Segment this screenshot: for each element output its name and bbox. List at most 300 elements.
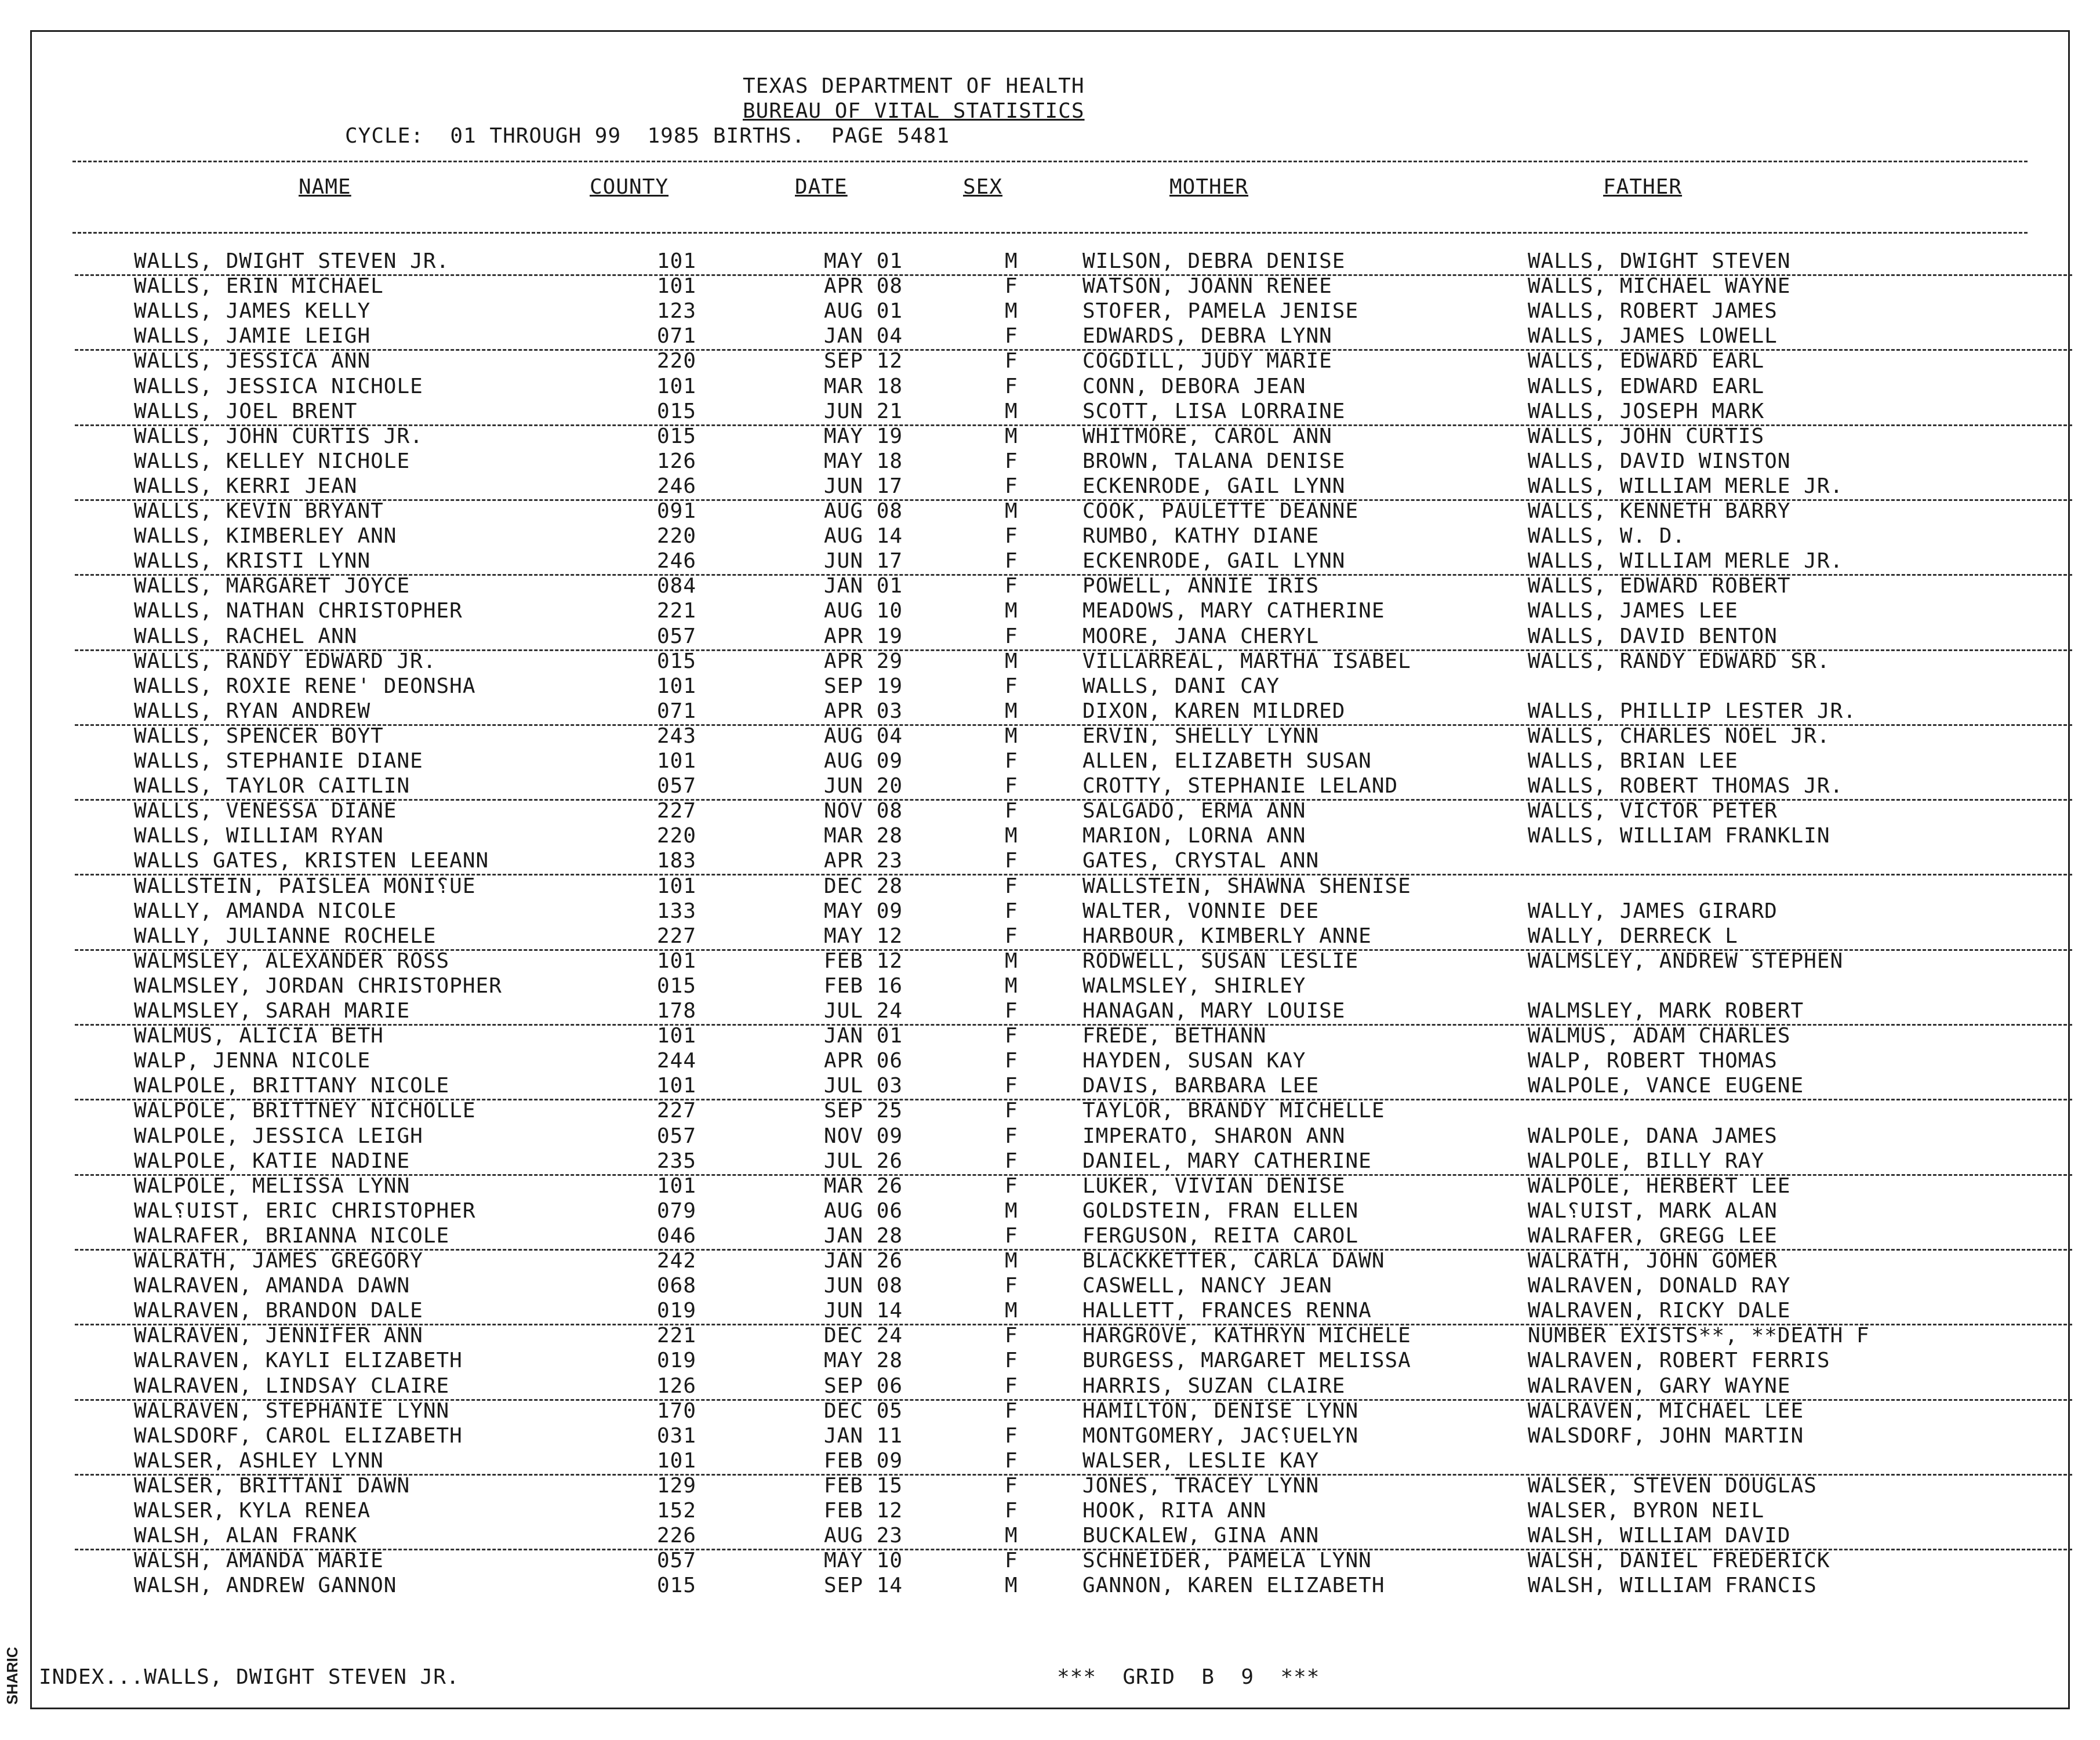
cell-father: WALMUS, ADAM CHARLES — [1528, 1024, 1791, 1048]
table-row — [75, 474, 2072, 501]
cell-name: WALSH, AMANDA MARIE — [134, 1549, 384, 1573]
table-row — [32, 1474, 2072, 1499]
cell-date: MAR 18 — [824, 374, 903, 398]
cell-father: WALSH, WILLIAM FRANCIS — [1528, 1574, 1817, 1598]
table-row — [75, 1149, 2072, 1176]
cell-name: WALLS, JESSICA ANN — [134, 349, 371, 373]
cell-name: WALLS, SPENCER BOYT — [134, 724, 384, 748]
table-row — [75, 324, 2072, 351]
cell-sex: F — [1005, 349, 1018, 373]
cell-sex: F — [1005, 999, 1018, 1023]
cell-date: APR 19 — [824, 624, 903, 648]
cell-sex: F — [1005, 1024, 1018, 1048]
table-row — [32, 1499, 2072, 1524]
cell-father: WALRAVEN, MICHAEL LEE — [1528, 1398, 1804, 1423]
cell-name: WALPOLE, MELISSA LYNN — [134, 1174, 410, 1198]
cell-father: WALLS, MICHAEL WAYNE — [1528, 274, 1791, 299]
table-row — [32, 1424, 2072, 1449]
table-row — [32, 649, 2072, 674]
cell-county: 226 — [657, 1524, 697, 1548]
column-header-father: FATHER — [1603, 175, 1683, 199]
cell-sex: F — [1005, 1324, 1018, 1348]
cell-mother: HARRIS, SUZAN CLAIRE — [1082, 1374, 1346, 1398]
cell-sex: F — [1005, 1049, 1018, 1073]
cell-father: WALSDORF, JOHN MARTIN — [1528, 1423, 1804, 1448]
cell-date: MAY 28 — [824, 1349, 903, 1373]
cell-father: WALLS, WILLIAM FRANKLIN — [1528, 824, 1830, 848]
side-label: SHARIC — [3, 1647, 21, 1705]
cell-county: 220 — [657, 349, 697, 373]
cell-county: 246 — [657, 474, 697, 498]
cell-mother: WHITMORE, CAROL ANN — [1082, 424, 1332, 448]
cell-county: 246 — [657, 549, 697, 573]
cell-mother: MOORE, JANA CHERYL — [1082, 624, 1320, 648]
cell-sex: M — [1005, 949, 1018, 973]
cell-mother: FERGUSON, REITA CAROL — [1082, 1223, 1359, 1248]
cell-father: WALLS, ROBERT THOMAS JR. — [1528, 774, 1844, 798]
cell-date: MAR 28 — [824, 824, 903, 848]
cell-date: NOV 08 — [824, 799, 903, 823]
cell-date: JAN 11 — [824, 1423, 903, 1448]
cell-county: 019 — [657, 1349, 697, 1373]
cell-date: MAY 12 — [824, 924, 903, 948]
cell-date: JUL 24 — [824, 999, 903, 1023]
cell-mother: COGDILL, JUDY MARIE — [1082, 349, 1332, 373]
cell-sex: F — [1005, 1374, 1018, 1398]
cell-father: WALLS, EDWARD ROBERT — [1528, 574, 1791, 598]
cell-mother: BROWN, TALANA DENISE — [1082, 449, 1346, 473]
cell-date: AUG 01 — [824, 299, 903, 324]
cell-county: 244 — [657, 1049, 697, 1073]
cell-date: JUN 17 — [824, 474, 903, 498]
header-bureau: BUREAU OF VITAL STATISTICS — [743, 99, 1085, 123]
cell-mother: EDWARDS, DEBRA LYNN — [1082, 324, 1332, 348]
cell-mother: WALLS, DANI CAY — [1082, 674, 1280, 698]
cell-county: 220 — [657, 824, 697, 848]
cell-date: MAY 18 — [824, 449, 903, 473]
cell-sex: F — [1005, 849, 1018, 873]
cell-date: FEB 16 — [824, 973, 903, 998]
cell-date: MAY 01 — [824, 249, 903, 273]
cell-mother: GANNON, KAREN ELIZABETH — [1082, 1574, 1385, 1598]
cell-mother: STOFER, PAMELA JENISE — [1082, 299, 1359, 324]
cell-name: WALLY, AMANDA NICOLE — [134, 899, 397, 923]
cell-mother: ECKENRODE, GAIL LYNN — [1082, 474, 1346, 498]
cell-date: APR 23 — [824, 849, 903, 873]
cell-sex: F — [1005, 524, 1018, 548]
cell-mother: GOLDSTEIN, FRAN ELLEN — [1082, 1198, 1359, 1223]
cell-name: WALMUS, ALICIA BETH — [134, 1024, 384, 1048]
cell-sex: M — [1005, 599, 1018, 623]
table-row — [32, 449, 2072, 474]
cell-mother: RUMBO, KATHY DIANE — [1082, 524, 1320, 548]
cell-date: FEB 15 — [824, 1473, 903, 1498]
cell-sex: F — [1005, 1174, 1018, 1198]
table-row — [32, 1099, 2072, 1124]
cell-name: WALLS, VENESSA DIANE — [134, 799, 397, 823]
cell-date: MAY 09 — [824, 899, 903, 923]
table-row — [75, 1074, 2072, 1100]
column-header-county: COUNTY — [590, 175, 669, 199]
table-row — [32, 1249, 2072, 1274]
cell-father: WALLS, JAMES LOWELL — [1528, 324, 1778, 348]
cell-name: WALPOLE, BRITTNEY NICHOLLE — [134, 1099, 476, 1123]
cell-name: WALLS, MARGARET JOYCE — [134, 574, 410, 598]
cell-date: MAR 26 — [824, 1174, 903, 1198]
cell-sex: F — [1005, 1549, 1018, 1573]
table-row — [75, 1374, 2072, 1401]
cell-county: 057 — [657, 624, 697, 648]
cell-mother: WALSER, LESLIE KAY — [1082, 1448, 1320, 1473]
cell-county: 015 — [657, 424, 697, 448]
cell-date: DEC 28 — [824, 874, 903, 898]
cell-name: WALRATH, JAMES GREGORY — [134, 1249, 423, 1273]
table-row — [32, 349, 2072, 374]
cell-name: WALLS, KERRI JEAN — [134, 474, 358, 498]
table-row — [32, 949, 2072, 974]
cell-county: 101 — [657, 274, 697, 299]
cell-date: DEC 05 — [824, 1398, 903, 1423]
table-row — [75, 1524, 2072, 1550]
cell-father: WALSH, DANIEL FREDERICK — [1528, 1549, 1830, 1573]
cell-date: JUN 17 — [824, 549, 903, 573]
cell-father: WALLS, JAMES LEE — [1528, 599, 1738, 623]
cell-father: WALLS, EDWARD EARL — [1528, 349, 1765, 373]
cell-name: WALRAVEN, LINDSAY CLAIRE — [134, 1374, 450, 1398]
cell-father: WALRATH, JOHN GOMER — [1528, 1249, 1778, 1273]
cell-sex: M — [1005, 249, 1018, 273]
table-row — [75, 699, 2072, 726]
cell-sex: F — [1005, 1349, 1018, 1373]
cell-father: WALLS, DWIGHT STEVEN — [1528, 249, 1791, 273]
cell-sex: M — [1005, 1574, 1018, 1598]
table-row — [32, 1349, 2072, 1374]
cell-name: WALLS, KEVIN BRYANT — [134, 499, 384, 523]
cell-mother: DANIEL, MARY CATHERINE — [1082, 1149, 1372, 1173]
cell-father: WALMSLEY, ANDREW STEPHEN — [1528, 949, 1844, 973]
cell-sex: F — [1005, 799, 1018, 823]
cell-date: JUN 20 — [824, 774, 903, 798]
cell-county: 068 — [657, 1274, 697, 1298]
cell-father: WALPOLE, VANCE EUGENE — [1528, 1074, 1804, 1098]
cell-father: WALLS, WILLIAM MERLE JR. — [1528, 474, 1844, 498]
cell-mother: MEADOWS, MARY CATHERINE — [1082, 599, 1385, 623]
cell-date: AUG 08 — [824, 499, 903, 523]
cell-mother: COOK, PAULETTE DEANNE — [1082, 499, 1359, 523]
table-row — [75, 924, 2072, 951]
cell-date: SEP 06 — [824, 1374, 903, 1398]
cell-name: WALMSLEY, ALEXANDER ROSS — [134, 949, 450, 973]
cell-sex: M — [1005, 299, 1018, 324]
cell-date: APR 03 — [824, 699, 903, 723]
table-row — [32, 424, 2072, 449]
table-row — [32, 1199, 2072, 1224]
cell-county: 126 — [657, 1374, 697, 1398]
cell-name: WALLS, TAYLOR CAITLIN — [134, 774, 410, 798]
cell-mother: GATES, CRYSTAL ANN — [1082, 849, 1320, 873]
cell-father: WALLS, KENNETH BARRY — [1528, 499, 1791, 523]
table-row — [32, 1324, 2072, 1349]
cell-mother: HANAGAN, MARY LOUISE — [1082, 999, 1346, 1023]
cell-father: WALPOLE, DANA JAMES — [1528, 1124, 1778, 1148]
cell-sex: F — [1005, 1398, 1018, 1423]
cell-sex: F — [1005, 474, 1018, 498]
cell-name: WALLS, KIMBERLEY ANN — [134, 524, 397, 548]
cell-date: FEB 12 — [824, 1499, 903, 1523]
cell-county: 126 — [657, 449, 697, 473]
table-row — [32, 375, 2072, 399]
cell-county: 101 — [657, 874, 697, 898]
cell-county: 079 — [657, 1198, 697, 1223]
cell-father: WALLY, JAMES GIRARD — [1528, 899, 1778, 923]
table-row — [32, 1549, 2072, 1574]
cell-name: WALMSLEY, SARAH MARIE — [134, 999, 410, 1023]
table-row — [75, 999, 2072, 1026]
cell-mother: MARION, LORNA ANN — [1082, 824, 1306, 848]
cell-sex: F — [1005, 1448, 1018, 1473]
cell-county: 071 — [657, 699, 697, 723]
cell-name: WALSH, ANDREW GANNON — [134, 1574, 397, 1598]
cell-sex: M — [1005, 724, 1018, 748]
cell-mother: CROTTY, STEPHANIE LELAND — [1082, 774, 1398, 798]
cell-sex: F — [1005, 274, 1018, 299]
table-row — [32, 1049, 2072, 1074]
cell-date: FEB 12 — [824, 949, 903, 973]
cell-father: WALLS, VICTOR PETER — [1528, 799, 1778, 823]
cell-date: JUL 03 — [824, 1074, 903, 1098]
cell-date: AUG 23 — [824, 1524, 903, 1548]
cell-father: WALSER, STEVEN DOUGLAS — [1528, 1473, 1817, 1498]
cell-date: SEP 19 — [824, 674, 903, 698]
table-row — [75, 249, 2072, 276]
cell-county: 057 — [657, 1124, 697, 1148]
cell-county: 101 — [657, 249, 697, 273]
cell-sex: F — [1005, 874, 1018, 898]
table-row — [75, 849, 2072, 876]
cell-county: 101 — [657, 1174, 697, 1198]
cell-mother: BURGESS, MARGARET MELISSA — [1082, 1349, 1411, 1373]
cell-name: WALSER, KYLA RENEA — [134, 1499, 371, 1523]
column-header-sex: SEX — [963, 175, 1003, 199]
cell-father: NUMBER EXISTS**, **DEATH F — [1528, 1324, 1870, 1348]
table-row — [32, 299, 2072, 324]
table-row — [32, 874, 2072, 899]
cell-name: WALPOLE, JESSICA LEIGH — [134, 1124, 423, 1148]
cell-county: 019 — [657, 1299, 697, 1323]
cell-father: WALMSLEY, MARK ROBERT — [1528, 999, 1804, 1023]
cell-date: FEB 09 — [824, 1448, 903, 1473]
cell-sex: M — [1005, 699, 1018, 723]
cell-sex: F — [1005, 1149, 1018, 1173]
cell-name: WALLS, WILLIAM RYAN — [134, 824, 384, 848]
cell-mother: ECKENRODE, GAIL LYNN — [1082, 549, 1346, 573]
table-row — [32, 1574, 2072, 1599]
cell-county: 057 — [657, 1549, 697, 1573]
cell-date: APR 06 — [824, 1049, 903, 1073]
cell-name: WALRAVEN, BRANDON DALE — [134, 1299, 423, 1323]
table-row — [75, 624, 2072, 651]
cell-sex: M — [1005, 1198, 1018, 1223]
column-header-mother: MOTHER — [1169, 175, 1249, 199]
cell-name: WALMSLEY, JORDAN CHRISTOPHER — [134, 973, 502, 998]
cell-father: WALRAVEN, ROBERT FERRIS — [1528, 1349, 1830, 1373]
cell-date: JUN 08 — [824, 1274, 903, 1298]
footer-grid: *** GRID B 9 *** — [1057, 1665, 1320, 1689]
cell-date: AUG 06 — [824, 1198, 903, 1223]
cell-name: WALLS, KRISTI LYNN — [134, 549, 371, 573]
cell-county: 101 — [657, 1024, 697, 1048]
cell-date: AUG 04 — [824, 724, 903, 748]
cell-name: WALRAVEN, STEPHANIE LYNN — [134, 1398, 450, 1423]
table-row — [32, 499, 2072, 524]
cell-name: WALSDORF, CAROL ELIZABETH — [134, 1423, 463, 1448]
cell-date: JAN 26 — [824, 1249, 903, 1273]
cell-county: 015 — [657, 399, 697, 423]
cell-mother: WALLSTEIN, SHAWNA SHENISE — [1082, 874, 1411, 898]
cell-name: WALLSTEIN, PAISLEA MONI⸮UE — [134, 874, 476, 898]
cell-date: SEP 14 — [824, 1574, 903, 1598]
table-row — [32, 524, 2072, 549]
cell-mother: LUKER, VIVIAN DENISE — [1082, 1174, 1346, 1198]
table-row — [75, 1449, 2072, 1476]
cell-father: WALRAVEN, RICKY DALE — [1528, 1299, 1791, 1323]
cell-mother: HAYDEN, SUSAN KAY — [1082, 1049, 1306, 1073]
cell-father: WAL⸮UIST, MARK ALAN — [1528, 1198, 1778, 1223]
cell-date: APR 08 — [824, 274, 903, 299]
table-row — [32, 974, 2072, 999]
cell-date: JAN 28 — [824, 1223, 903, 1248]
cell-county: 129 — [657, 1473, 697, 1498]
document-page — [30, 30, 2070, 1709]
cell-county: 242 — [657, 1249, 697, 1273]
cell-county: 178 — [657, 999, 697, 1023]
cell-sex: M — [1005, 1249, 1018, 1273]
cell-sex: F — [1005, 624, 1018, 648]
table-row — [32, 899, 2072, 924]
cell-county: 221 — [657, 1324, 697, 1348]
table-row — [32, 274, 2072, 299]
cell-father: WALP, ROBERT THOMAS — [1528, 1049, 1778, 1073]
cell-name: WALLS, NATHAN CHRISTOPHER — [134, 599, 463, 623]
cell-sex: F — [1005, 549, 1018, 573]
cell-county: 183 — [657, 849, 697, 873]
cell-name: WALLY, JULIANNE ROCHELE — [134, 924, 437, 948]
cell-county: 101 — [657, 749, 697, 773]
cell-date: AUG 10 — [824, 599, 903, 623]
cell-county: 057 — [657, 774, 697, 798]
column-header-date: DATE — [795, 175, 848, 199]
cell-name: WALPOLE, KATIE NADINE — [134, 1149, 410, 1173]
cell-county: 170 — [657, 1398, 697, 1423]
cell-date: SEP 12 — [824, 349, 903, 373]
table-row — [32, 1399, 2072, 1424]
cell-father: WALLS, BRIAN LEE — [1528, 749, 1738, 773]
table-row — [32, 574, 2072, 599]
cell-county: 101 — [657, 1074, 697, 1098]
cell-name: WALLS, JESSICA NICHOLE — [134, 374, 423, 398]
cell-mother: CASWELL, NANCY JEAN — [1082, 1274, 1332, 1298]
cell-county: 084 — [657, 574, 697, 598]
cell-mother: SCHNEIDER, PAMELA LYNN — [1082, 1549, 1372, 1573]
cell-county: 101 — [657, 949, 697, 973]
cell-mother: FREDE, BETHANN — [1082, 1024, 1267, 1048]
cell-county: 071 — [657, 324, 697, 348]
cell-father: WALLS, JOHN CURTIS — [1528, 424, 1765, 448]
cell-date: AUG 14 — [824, 524, 903, 548]
cell-mother: SALGADO, ERMA ANN — [1082, 799, 1306, 823]
cell-father: WALRAVEN, DONALD RAY — [1528, 1274, 1791, 1298]
cell-sex: M — [1005, 499, 1018, 523]
cell-name: WALLS, DWIGHT STEVEN JR. — [134, 249, 450, 273]
cell-mother: ALLEN, ELIZABETH SUSAN — [1082, 749, 1372, 773]
cell-mother: WILSON, DEBRA DENISE — [1082, 249, 1346, 273]
column-header-name: NAME — [299, 175, 351, 199]
cell-father: WALLS, JOSEPH MARK — [1528, 399, 1765, 423]
cell-name: WALLS, JOHN CURTIS JR. — [134, 424, 423, 448]
cell-sex: M — [1005, 824, 1018, 848]
footer-index: INDEX...WALLS, DWIGHT STEVEN JR. — [39, 1665, 460, 1689]
cell-date: JUL 26 — [824, 1149, 903, 1173]
cell-date: SEP 25 — [824, 1099, 903, 1123]
cell-name: WALRAFER, BRIANNA NICOLE — [134, 1223, 450, 1248]
cell-mother: HARGROVE, KATHRYN MICHELE — [1082, 1324, 1411, 1348]
table-row — [32, 599, 2072, 624]
cell-name: WALP, JENNA NICOLE — [134, 1049, 371, 1073]
cell-date: MAY 10 — [824, 1549, 903, 1573]
cell-name: WALLS, ROXIE RENE' DEONSHA — [134, 674, 476, 698]
column-header-divider — [72, 232, 2028, 234]
cell-name: WALLS, ERIN MICHAEL — [134, 274, 384, 299]
cell-county: 015 — [657, 649, 697, 673]
cell-county: 133 — [657, 899, 697, 923]
cell-father: WALLS, DAVID WINSTON — [1528, 449, 1791, 473]
cell-name: WALLS GATES, KRISTEN LEEANN — [134, 849, 489, 873]
cell-county: 046 — [657, 1223, 697, 1248]
cell-name: WALLS, RACHEL ANN — [134, 624, 358, 648]
cell-county: 101 — [657, 374, 697, 398]
cell-date: APR 29 — [824, 649, 903, 673]
cell-sex: F — [1005, 1074, 1018, 1098]
cell-father: WALLS, DAVID BENTON — [1528, 624, 1778, 648]
cell-sex: F — [1005, 574, 1018, 598]
cell-sex: F — [1005, 1099, 1018, 1123]
cell-mother: HOOK, RITA ANN — [1082, 1499, 1267, 1523]
cell-mother: ERVIN, SHELLY LYNN — [1082, 724, 1320, 748]
cell-sex: M — [1005, 1524, 1018, 1548]
cell-county: 091 — [657, 499, 697, 523]
cell-date: JAN 04 — [824, 324, 903, 348]
cell-name: WALRAVEN, JENNIFER ANN — [134, 1324, 423, 1348]
cell-county: 243 — [657, 724, 697, 748]
cell-name: WALLS, KELLEY NICHOLE — [134, 449, 410, 473]
cell-date: MAY 19 — [824, 424, 903, 448]
table-row — [75, 549, 2072, 576]
cell-mother: TAYLOR, BRANDY MICHELLE — [1082, 1099, 1385, 1123]
cell-name: WALLS, RANDY EDWARD JR. — [134, 649, 437, 673]
cell-mother: IMPERATO, SHARON ANN — [1082, 1124, 1346, 1148]
table-row — [32, 824, 2072, 849]
cell-mother: DAVIS, BARBARA LEE — [1082, 1074, 1320, 1098]
cell-father: WALLS, ROBERT JAMES — [1528, 299, 1778, 324]
cell-county: 123 — [657, 299, 697, 324]
cell-mother: MONTGOMERY, JAC⸮UELYN — [1082, 1423, 1359, 1448]
cell-mother: RODWELL, SUSAN LESLIE — [1082, 949, 1359, 973]
cell-sex: M — [1005, 649, 1018, 673]
cell-mother: WALTER, VONNIE DEE — [1082, 899, 1320, 923]
cell-sex: F — [1005, 924, 1018, 948]
cell-father: WALLS, W. D. — [1528, 524, 1686, 548]
cell-name: WAL⸮UIST, ERIC CHRISTOPHER — [134, 1198, 476, 1223]
